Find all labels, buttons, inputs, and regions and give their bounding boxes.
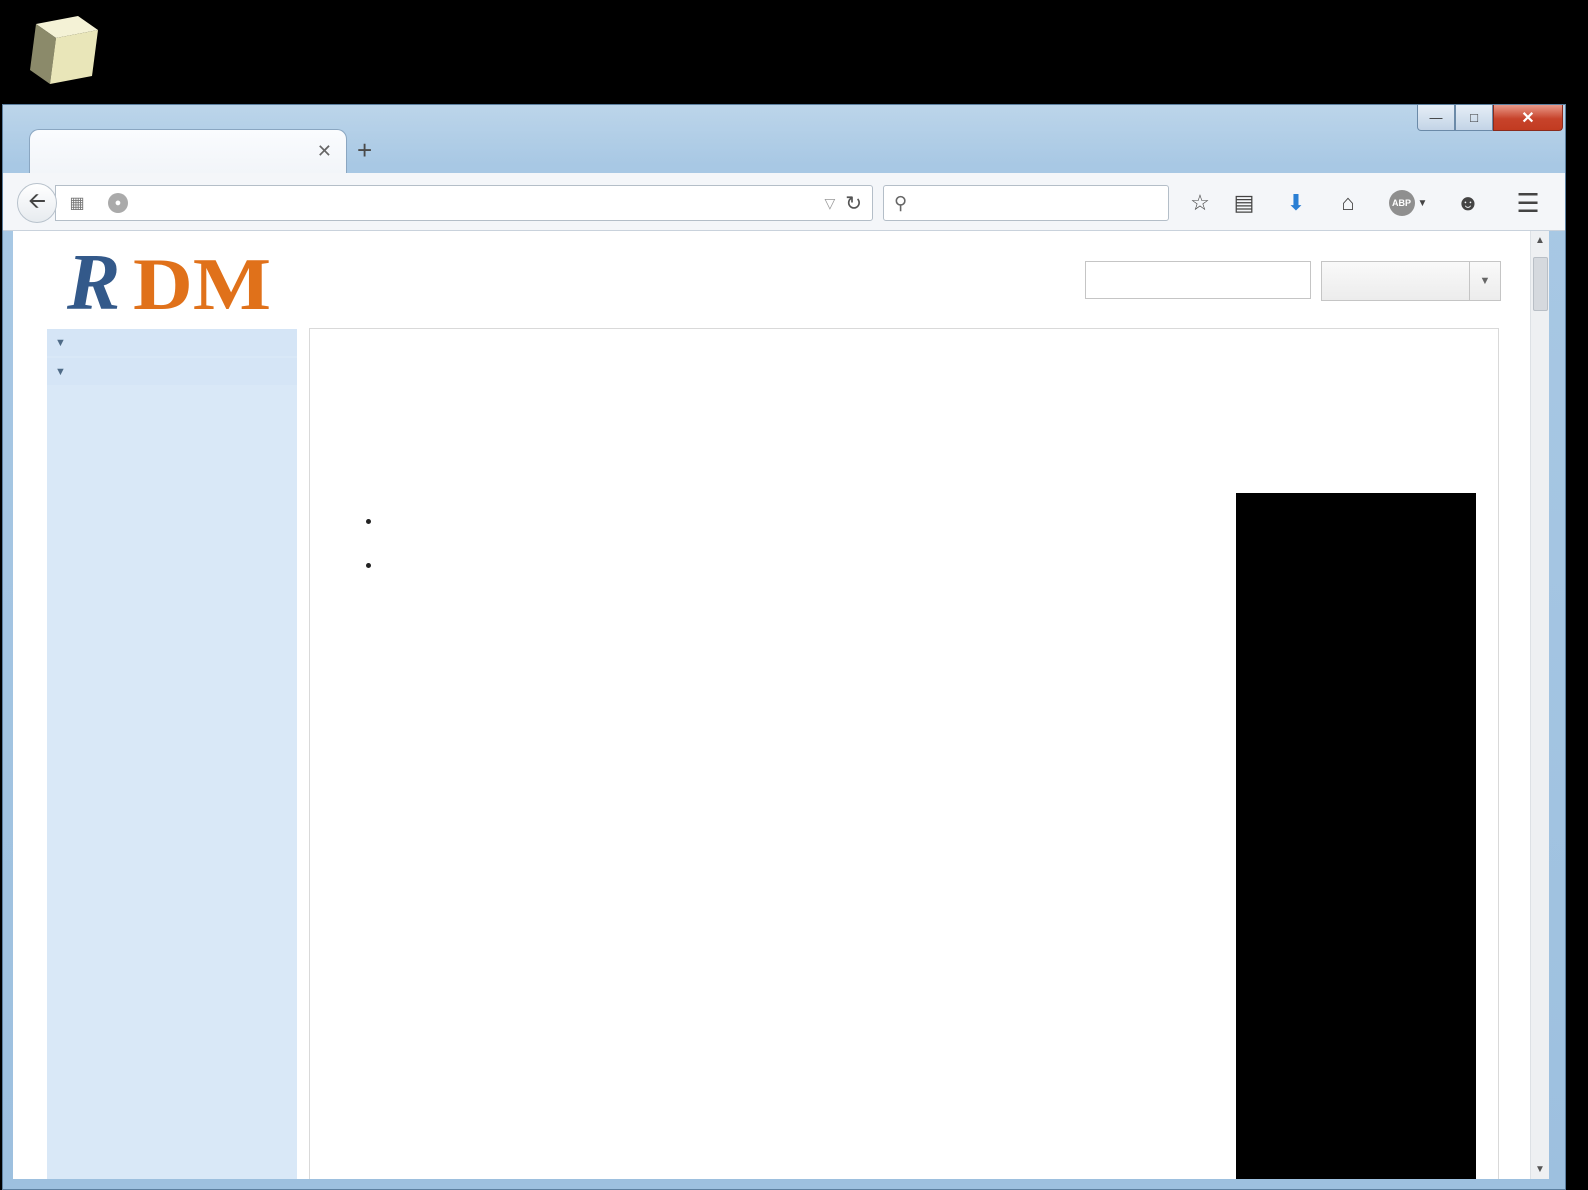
- url-bar[interactable]: [55, 185, 873, 221]
- vertical-scrollbar[interactable]: [1530, 231, 1549, 1179]
- globe-icon[interactable]: ●: [108, 193, 128, 213]
- article-panel: [309, 328, 1499, 1179]
- sidebar-section-documents[interactable]: [47, 329, 297, 356]
- menu-icon[interactable]: ☰: [1516, 187, 1540, 218]
- site-search-label: [1322, 262, 1470, 300]
- maximize-button[interactable]: □: [1455, 105, 1493, 131]
- site-search-input[interactable]: [1085, 261, 1311, 299]
- list-item: [383, 552, 1224, 577]
- new-tab-icon[interactable]: +: [357, 135, 373, 165]
- browser-search-input[interactable]: [915, 192, 1139, 214]
- collapse-arrow-icon[interactable]: ▼: [55, 336, 66, 349]
- adblock-icon[interactable]: ABP ▼: [1385, 187, 1431, 219]
- history-icon[interactable]: ▦: [69, 195, 85, 212]
- reload-icon[interactable]: ↻: [845, 192, 862, 215]
- sidebar-section-examples[interactable]: [47, 358, 297, 385]
- svg-text:DM: DM: [133, 244, 271, 317]
- back-button[interactable]: [17, 183, 57, 223]
- scroll-up-icon[interactable]: ▲: [1535, 235, 1545, 246]
- rdm-favicon-icon: [48, 144, 72, 160]
- reading-list-icon[interactable]: ▤: [1233, 190, 1255, 215]
- tab-strip: [3, 127, 1565, 173]
- minimize-button[interactable]: —: [1417, 105, 1455, 131]
- browser-search-bar[interactable]: [883, 185, 1169, 221]
- navigation-toolbar: [3, 173, 1565, 231]
- article-body: [324, 489, 1224, 596]
- scroll-down-icon[interactable]: ▼: [1535, 1164, 1545, 1175]
- list-item: [383, 508, 1224, 533]
- url-dropdown-icon[interactable]: ▽: [824, 194, 836, 211]
- close-window-button[interactable]: ✕: [1493, 105, 1563, 131]
- scrollbar-thumb[interactable]: [1533, 257, 1548, 311]
- page-viewport: [13, 231, 1533, 1179]
- browser-window: [2, 104, 1566, 1190]
- back-arrow-icon: 🡨: [28, 188, 46, 213]
- close-tab-icon[interactable]: ✕: [316, 141, 332, 161]
- chevron-down-icon[interactable]: ▼: [1479, 275, 1491, 287]
- chat-icon[interactable]: ☻: [1456, 190, 1480, 215]
- hero-image-particles: [1236, 493, 1476, 1179]
- site-search-button[interactable]: [1321, 261, 1501, 301]
- sidebar-nav: [47, 329, 297, 1179]
- skip-list: [324, 552, 1224, 577]
- svg-text:R: R: [67, 241, 121, 317]
- desktop-cube-icon: [28, 14, 100, 86]
- collapse-arrow-icon[interactable]: ▼: [55, 365, 66, 378]
- bookmark-star-icon[interactable]: ☆: [1190, 190, 1210, 215]
- downloads-icon[interactable]: ⬇: [1286, 190, 1306, 215]
- tab-active[interactable]: [29, 129, 347, 173]
- home-icon[interactable]: ⌂: [1341, 190, 1355, 215]
- rdm-logo: [65, 241, 275, 317]
- windows-link-list: [324, 508, 1224, 533]
- search-icon: ⚲: [894, 192, 908, 213]
